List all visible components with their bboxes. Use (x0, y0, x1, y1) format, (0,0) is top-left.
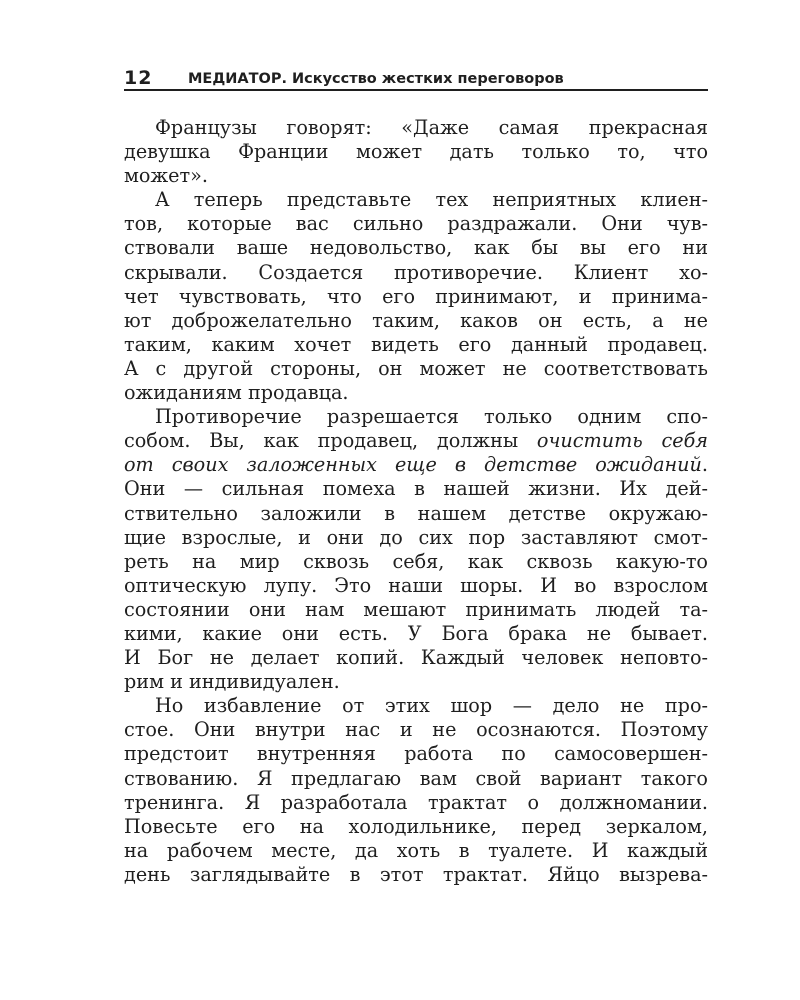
text-line (124, 309, 708, 333)
text-run: Они — сильная помеха в нашей жизни. Их дей- (124, 477, 708, 501)
text-line (124, 429, 708, 453)
text-line (124, 357, 708, 381)
italic-text-run: очистить себя (536, 429, 708, 453)
text-run: ожиданиям продавца. (124, 381, 349, 405)
text-line (124, 285, 708, 309)
paragraph-first-line (124, 405, 708, 429)
text-run: кими, какие они есть. У Бога брака не бывает. (124, 621, 708, 645)
running-header (124, 67, 708, 91)
text-line (124, 381, 708, 405)
text-run: оптическую лупу. Это наши шоры. И во взрослом (124, 573, 708, 597)
text-run: Повесьте его на холодильнике, перед зеркалом, (124, 814, 708, 838)
text-line (124, 477, 708, 501)
text-line (124, 670, 708, 694)
text-run: Противоречие разрешается только одним спо- (155, 405, 708, 429)
text-run: скрывали. Создается противоречие. Клиент хо- (124, 260, 708, 284)
text-line (124, 526, 708, 550)
text-line (124, 453, 708, 477)
text-run: Но избавление от этих шор — дело не про- (155, 694, 708, 718)
text-run: рим и индивидуален. (124, 670, 340, 694)
text-run: И Бог не делает копий. Каждый человек неповто- (124, 646, 708, 670)
italic-text-run: от своих заложенных еще в детстве ожиданий (124, 453, 702, 477)
text-run: А с другой стороны, он может не соответствовать (124, 356, 708, 380)
text-line (124, 646, 708, 670)
text-run: ствованию. Я предлагаю вам свой вариант такого (124, 766, 708, 790)
text-line (124, 550, 708, 574)
text-run: . (701, 453, 708, 477)
text-line (124, 839, 708, 863)
text-run: реть на мир сквозь себя, как сквозь какую-то (124, 549, 708, 573)
body-text (124, 116, 708, 887)
page-number: 12 (124, 67, 153, 89)
text-run: таким, каким хочет видеть его данный продавец. (124, 332, 708, 356)
text-line (124, 140, 708, 164)
text-run: состоянии они нам мешают принимать людей та- (124, 597, 708, 621)
book-title: МЕДИАТОР. Искусство жестких переговоров (188, 71, 564, 87)
text-line (124, 742, 708, 766)
text-line (124, 502, 708, 526)
paragraph-first-line (124, 188, 708, 212)
text-run: А теперь представьте тех неприятных клиен- (155, 188, 708, 212)
text-line (124, 863, 708, 887)
text-line (124, 236, 708, 260)
text-run: ют доброжелательно таким, каков он есть, а не (124, 308, 708, 332)
text-run: тренинга. Я разработала трактат о должномании. (124, 790, 708, 814)
text-line (124, 718, 708, 742)
text-line (124, 333, 708, 357)
text-line (124, 622, 708, 646)
text-line (124, 815, 708, 839)
text-run: предстоит внутренняя работа по самосовершен- (124, 742, 708, 766)
text-line (124, 598, 708, 622)
text-run: может». (124, 164, 208, 188)
text-run: тов, которые вас сильно раздражали. Они чув- (124, 212, 708, 236)
text-line (124, 261, 708, 285)
text-run: Французы говорят: «Даже самая прекрасная (155, 116, 708, 139)
paragraph-first-line (124, 116, 708, 140)
text-run: ствовали ваше недовольство, как бы вы его ни (124, 236, 708, 260)
text-run: чет чувствовать, что его принимают, и принима- (124, 284, 708, 308)
text-line (124, 574, 708, 598)
text-run: стое. Они внутри нас и не осознаются. Поэтому (124, 718, 708, 742)
paragraph-first-line (124, 694, 708, 718)
text-line (124, 791, 708, 815)
text-run: на рабочем месте, да хоть в туалете. И каждый (124, 838, 708, 862)
text-run: ствительно заложили в нашем детстве окружаю- (124, 501, 708, 525)
text-line (124, 212, 708, 236)
text-line (124, 164, 708, 188)
text-line (124, 767, 708, 791)
text-run: щие взрослые, и они до сих пор заставляют смот- (124, 525, 708, 549)
text-run: день заглядывайте в этот трактат. Яйцо вызрева- (124, 862, 708, 886)
text-run: собом. Вы, как продавец, должны (124, 429, 537, 453)
text-run: девушка Франции может дать только то, что (124, 140, 708, 164)
